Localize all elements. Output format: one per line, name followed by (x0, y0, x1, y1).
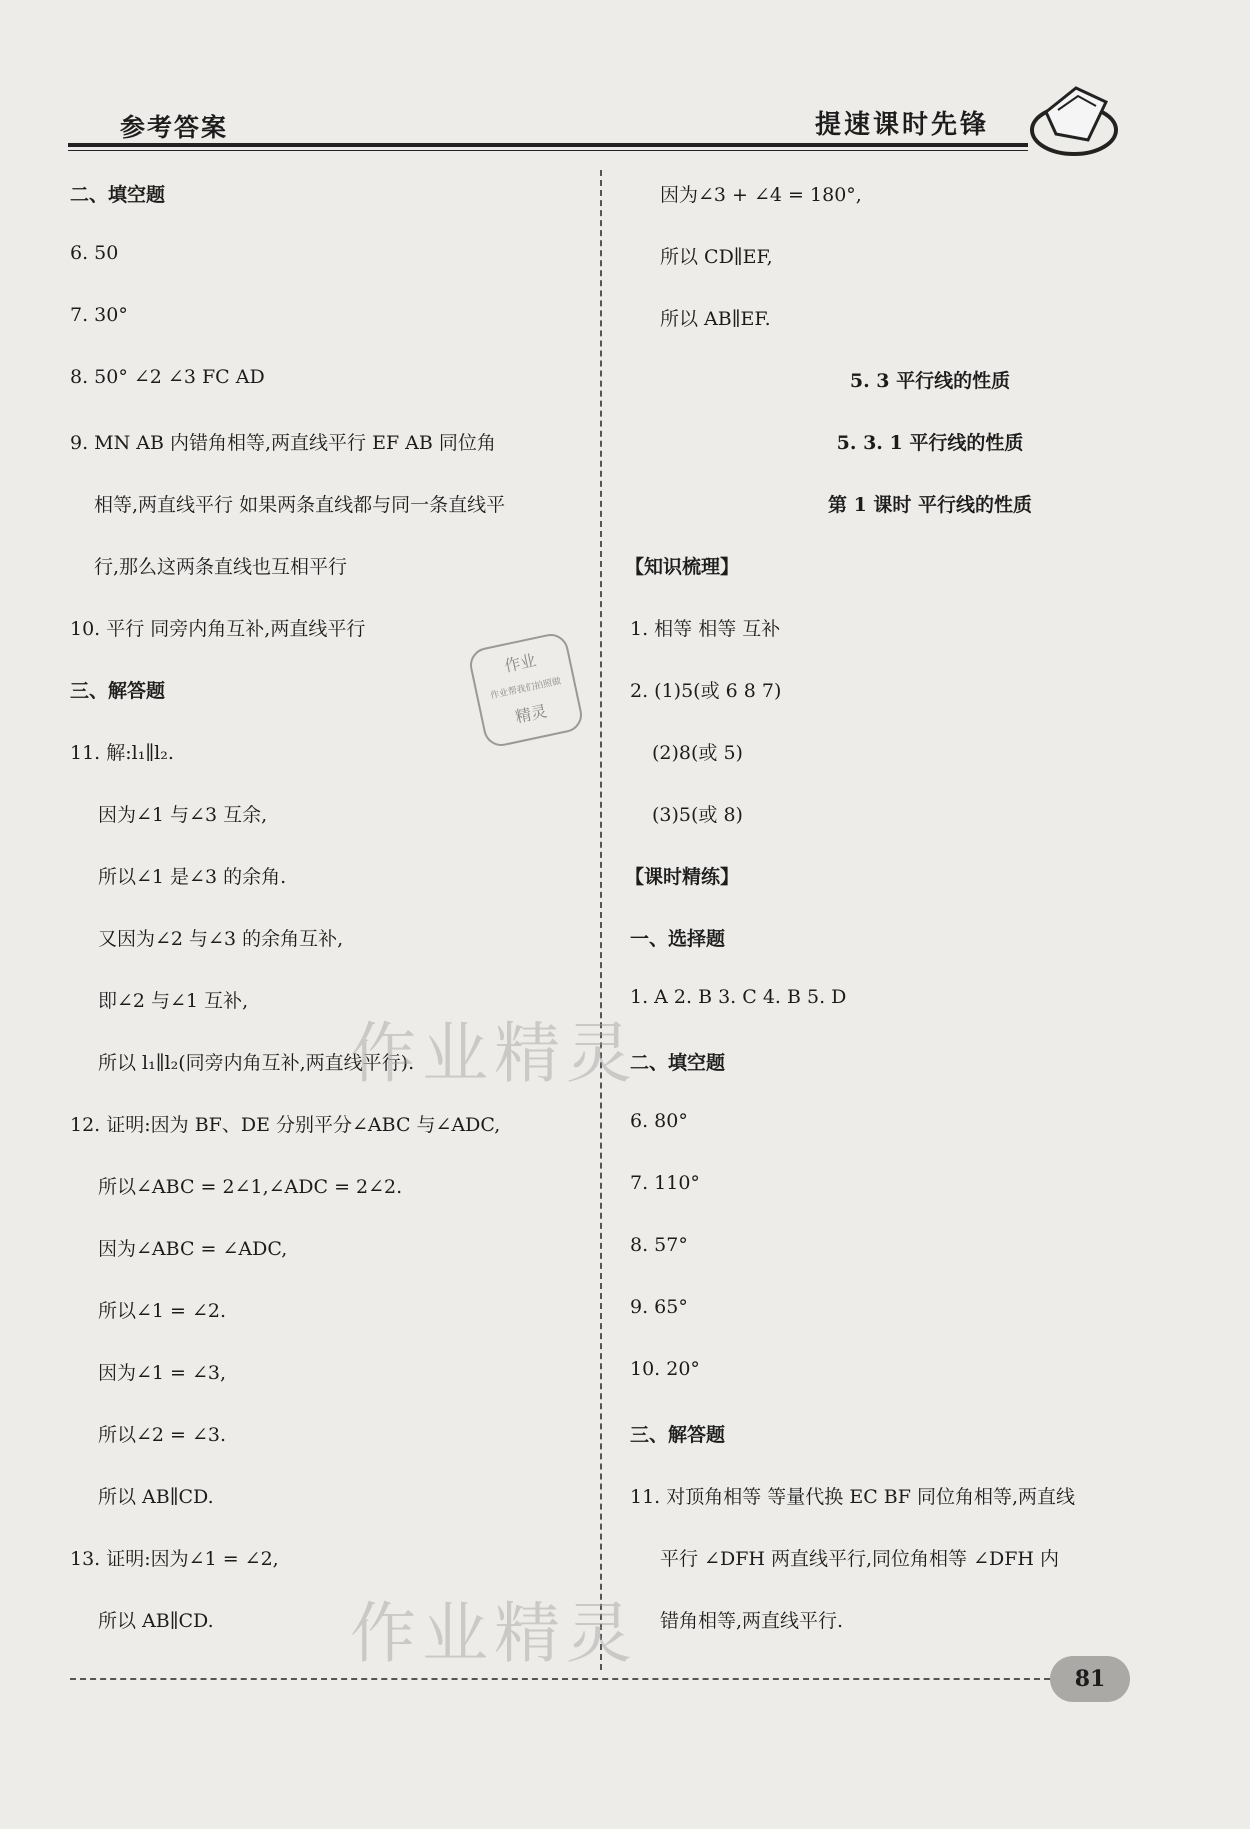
answer-line: 行,那么这两条直线也互相平行 (94, 556, 348, 578)
answer-line: 1. 相等 相等 互补 (630, 618, 781, 640)
answer-line: 因为∠ABC = ∠ADC, (98, 1238, 288, 1260)
column-divider (600, 170, 602, 1670)
answer-line: 平行 ∠DFH 两直线平行,同位角相等 ∠DFH 内 (660, 1548, 1060, 1570)
answer-line: 8. 50° ∠2 ∠3 FC AD (70, 366, 265, 388)
answer-line: (2)8(或 5) (652, 742, 743, 764)
section-heading: 二、填空题 (70, 184, 166, 206)
answer-line: 又因为∠2 与∠3 的余角互补, (98, 928, 344, 950)
watermark: 作业精灵 (350, 1015, 638, 1092)
stamp-middle-text: 作业帮我们拍照做 (489, 676, 563, 702)
answer-line: 8. 57° (630, 1234, 688, 1256)
answer-line: 错角相等,两直线平行. (660, 1610, 844, 1632)
answer-line: 10. 20° (630, 1358, 700, 1380)
answer-line: 6. 80° (630, 1110, 688, 1132)
answer-line: 所以 AB∥EF. (660, 308, 771, 330)
answer-line: (3)5(或 8) (652, 804, 743, 826)
stamp-seal (467, 631, 586, 750)
answer-line: 10. 平行 同旁内角互补,两直线平行 (70, 618, 366, 640)
watermark: 作业精灵 (350, 1595, 638, 1672)
answer-line: 所以 AB∥CD. (98, 1610, 214, 1632)
answer-line: 1. A 2. B 3. C 4. B 5. D (630, 986, 847, 1008)
answer-line: 7. 30° (70, 304, 128, 326)
answer-line: 7. 110° (630, 1172, 700, 1194)
answer-line: 因为∠3 + ∠4 = 180°, (660, 184, 862, 206)
answer-line: 所以∠1 = ∠2. (98, 1300, 227, 1322)
section-heading: 【课时精练】 (625, 866, 740, 888)
section-heading: 一、选择题 (630, 928, 726, 950)
page-number: 81 (1050, 1656, 1130, 1702)
section-title: 5. 3 平行线的性质 (849, 370, 1011, 392)
lesson-title: 第 1 课时 平行线的性质 (827, 494, 1033, 516)
answer-line: 所以 CD∥EF, (660, 246, 773, 268)
section-heading: 三、解答题 (630, 1424, 726, 1446)
answer-line: 13. 证明:因为∠1 = ∠2, (70, 1548, 279, 1570)
answer-line: 所以 l₁∥l₂(同旁内角互补,两直线平行). (98, 1052, 415, 1074)
footer-rule (70, 1678, 1050, 1680)
header-left-title: 参考答案 (120, 113, 229, 142)
answer-line: 11. 解:l₁∥l₂. (70, 742, 174, 764)
answer-line: 即∠2 与∠1 互补, (98, 990, 249, 1012)
answer-line: 12. 证明:因为 BF、DE 分别平分∠ABC 与∠ADC, (70, 1114, 501, 1136)
answer-line: 所以∠1 是∠3 的余角. (98, 866, 287, 888)
answer-line: 6. 50 (70, 242, 119, 264)
header-rule (68, 143, 1028, 147)
answer-line: 2. (1)5(或 6 8 7) (630, 680, 782, 702)
subsection-title: 5. 3. 1 平行线的性质 (836, 432, 1024, 454)
answer-line: 所以 AB∥CD. (98, 1486, 214, 1508)
header-right-title: 提速课时先锋 (815, 110, 990, 140)
section-heading: 【知识梳理】 (625, 556, 740, 578)
section-heading: 二、填空题 (630, 1052, 726, 1074)
answer-line: 因为∠1 与∠3 互余, (98, 804, 268, 826)
answer-line: 所以∠ABC = 2∠1,∠ADC = 2∠2. (98, 1176, 403, 1198)
answer-line: 9. MN AB 内错角相等,两直线平行 EF AB 同位角 (70, 432, 496, 454)
answer-line: 11. 对顶角相等 等量代换 EC BF 同位角相等,两直线 (630, 1486, 1076, 1508)
answer-line: 因为∠1 = ∠3, (98, 1362, 227, 1384)
stamp-bottom-text: 精灵 (513, 701, 549, 727)
stamp-top-text: 作业 (502, 650, 538, 676)
answer-line: 9. 65° (630, 1296, 688, 1318)
book-logo-icon (1028, 82, 1120, 160)
answer-line: 所以∠2 = ∠3. (98, 1424, 227, 1446)
header-rule-thin (68, 150, 1028, 151)
answer-line: 相等,两直线平行 如果两条直线都与同一条直线平 (94, 494, 506, 516)
section-heading: 三、解答题 (70, 680, 166, 702)
